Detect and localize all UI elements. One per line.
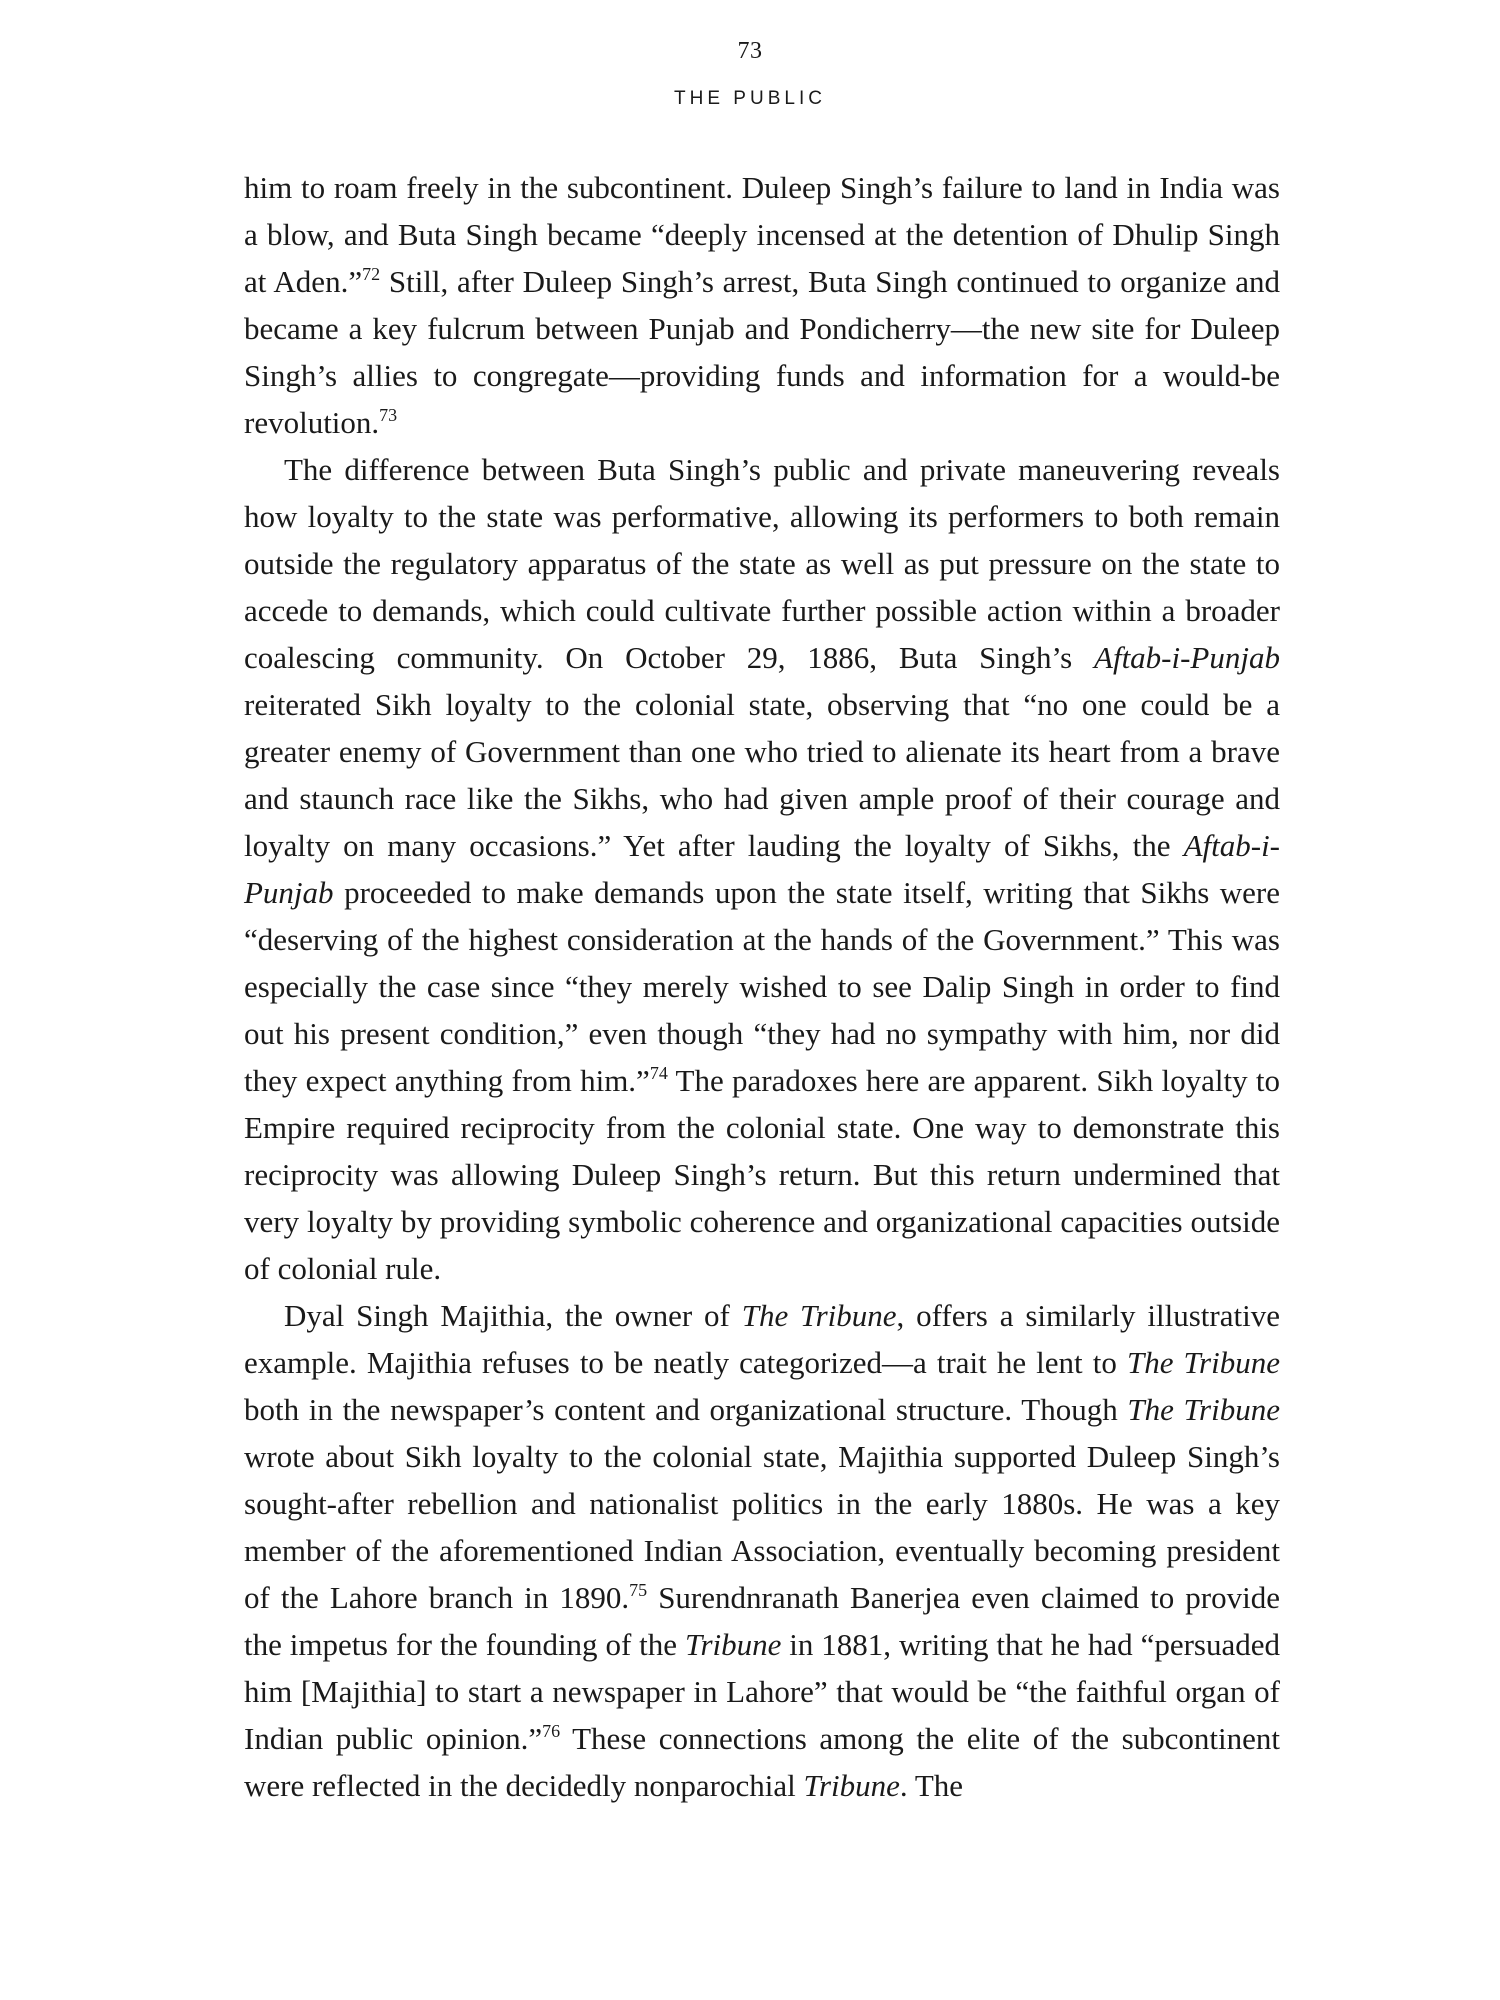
footnote-ref-76: 76 [542, 1721, 561, 1741]
footnote-ref-73: 73 [379, 405, 398, 425]
text-run: . The [899, 1768, 964, 1803]
footnote-ref-74: 74 [649, 1063, 668, 1083]
text-run: him to roam freely in the subcontinent. Duleep Singh’s failure to land in India was a blow, and Buta Singh became “deeply incensed at the detention of Dhulip Singh at Aden.” [244, 170, 1280, 299]
text-run: These connections among the elite of the subcontinent were reflected in the decidedly nonparochial [244, 1721, 1280, 1803]
text-run: both in the newspaper’s content and organizational structure. Though [244, 1392, 1128, 1427]
paragraph-1 [244, 164, 1280, 446]
text-run: The paradoxes here are apparent. Sikh loyalty to Empire required reciprocity from the colonial state. One way to demonstrate this reciprocity was allowing Duleep Singh’s return. But this return undermined that very loyalty by providing symbolic coherence and organizational capacities outside of colonial rule. [244, 1063, 1280, 1286]
text-run: , offers a similarly illustrative example. Majithia refuses to be neatly categorized—a trait he lent to [244, 1298, 1280, 1380]
paragraph-2 [244, 446, 1280, 1292]
text-run: in 1881, writing that he had “persuaded him [Majithia] to start a newspaper in Lahore” that would be “the faithful organ of Indian public opinion.” [244, 1627, 1280, 1756]
page-number: 73 [737, 38, 763, 64]
italic-title: Aftab-i-Punjab [244, 828, 1280, 910]
italic-title: Tribune [684, 1627, 782, 1662]
text-run: Dyal Singh Majithia, the owner of [284, 1298, 742, 1333]
text-run: Still, after Duleep Singh’s arrest, Buta Singh continued to organize and became a key fulcrum between Punjab and Pondicherry—the new site for Duleep Singh’s allies to congregate—providing funds and information for a would-be revolution. [244, 264, 1280, 440]
text-run: Surendnranath Banerjea even claimed to provide the impetus for the founding of the [244, 1580, 1280, 1662]
footnote-ref-75: 75 [629, 1580, 648, 1600]
paragraph-3 [244, 1292, 1280, 1809]
running-head: THE PUBLIC [674, 88, 826, 109]
text-run: proceeded to make demands upon the state itself, writing that Sikhs were “deserving of the highest consideration at the hands of the Government.” This was especially the case since “they merely wished to see Dalip Singh in order to find out his present condition,” even though “they had no sympathy with him, nor did they expect anything from him.” [244, 875, 1280, 1098]
footnote-ref-72: 72 [362, 264, 381, 284]
italic-title: Tribune [803, 1768, 900, 1803]
italic-title: The Tribune [741, 1298, 897, 1333]
text-run: wrote about Sikh loyalty to the colonial state, Majithia supported Duleep Singh’s sought-after rebellion and nationalist politics in the early 1880s. He was a key member of the aforementioned Indian Association, eventually becoming president of the Lahore branch in 1890. [244, 1439, 1280, 1615]
text-run: The difference between Buta Singh’s public and private maneuvering reveals how loyalty to the state was performative, allowing its performers to both remain outside the regulatory apparatus of the state as well as put pressure on the state to accede to demands, which could cultivate further possible action within a broader coalescing community. On October 29, 1886, Buta Singh’s [244, 452, 1280, 675]
italic-title: Aftab-i-Punjab [1094, 640, 1280, 675]
body-text [244, 164, 1280, 1809]
italic-title: The Tribune [1126, 1345, 1280, 1380]
text-run: reiterated Sikh loyalty to the colonial state, observing that “no one could be a greater enemy of Government than one who tried to alienate its heart from a brave and staunch race like the Sikhs, who had given ample proof of their courage and loyalty on many occasions.” Yet after lauding the loyalty of Sikhs, the [244, 687, 1280, 863]
italic-title: The Tribune [1127, 1392, 1280, 1427]
